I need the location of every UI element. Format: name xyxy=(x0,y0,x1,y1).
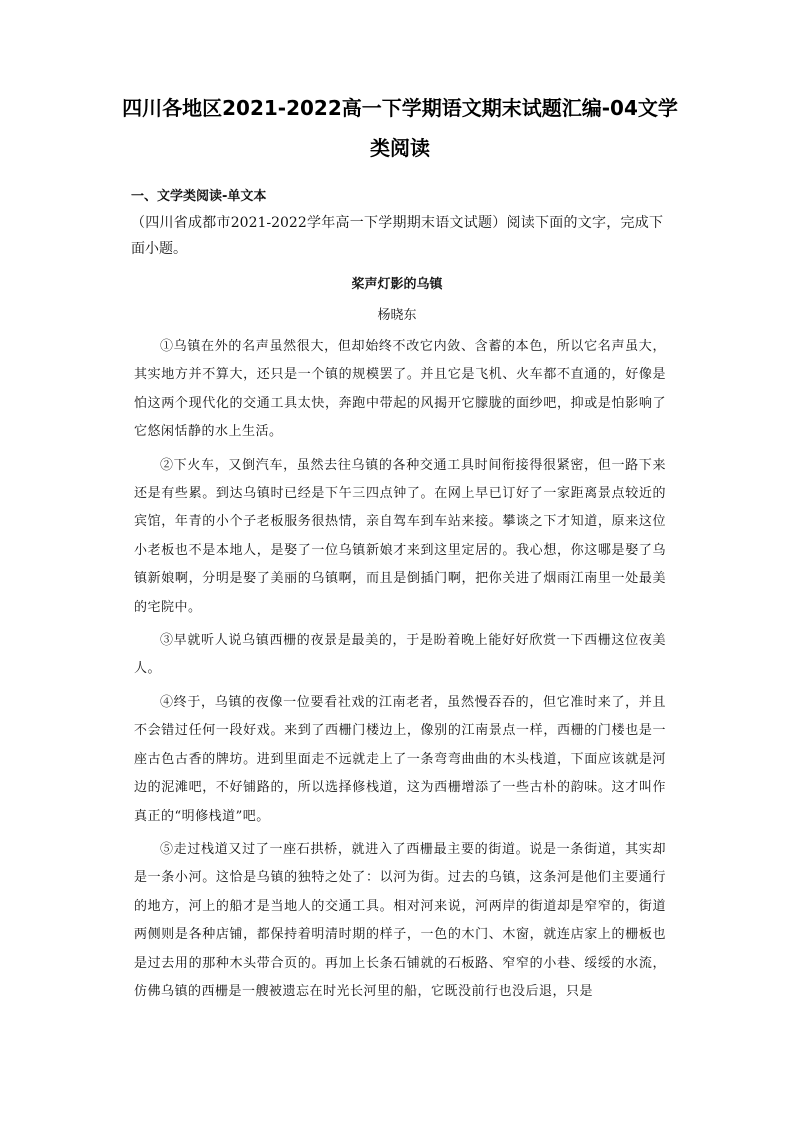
article-title: 桨声灯影的乌镇 xyxy=(351,277,443,292)
article-author: 杨晓东 xyxy=(377,308,417,323)
section-heading: 一、文学类阅读-单文本 xyxy=(131,189,267,204)
reading-instructions: （四川省成都市2021-2022学年高一下学期期末语文试题）阅读下面的文字，完成下面小题。 xyxy=(131,215,663,257)
paragraph-5: ⑤走过栈道又过了一座石拱桥，就进入了西栅最主要的街道。说是一条街道，其实却是一条小河。这恰是乌镇的独特之处了：以河为街。过去的乌镇，这条河是他们主要通行的地方，河上的船才是当地人的交通工具。相对河来说，河两岸的街道却是窄窄的，街道两侧则是各种店铺，都保持着明清时期的样子，一色的木门、木窗，就连店家上的栅板也是过去用的那种木头带合页的。再加上长条石铺就的石板路、窄窄的小巷、绥绥的水流，仿佛乌镇的西栅是一艘被遗忘在时光长河里的船，它既没前行也没后退，只是 xyxy=(134,841,666,999)
paragraph-3: ③早就听人说乌镇西栅的夜景是最美的，于是盼着晚上能好好欣赏一下西栅这位夜美人。 xyxy=(134,633,666,677)
paragraph-4: ④终于，乌镇的夜像一位要看社戏的江南老者，虽然慢吞吞的，但它准时来了，并且不会错过任何一段好戏。来到了西栅门楼边上，像别的江南景点一样，西栅的门楼也是一座古色古香的牌坊。进到里面走不远就走上了一条弯弯曲曲的木头栈道，下面应该就是河边的泥滩吧，不好铺路的，所以选择修栈道，这为西栅增添了一些古朴的韵味。这才叫作真正的“明修栈道”吧。 xyxy=(134,694,666,824)
paragraph-1: ①乌镇在外的名声虽然很大，但却始终不改它内敛、含蓄的本色，所以它名声虽大，其实地方并不算大，还只是一个镇的规模罢了。并且它是飞机、火车都不直通的，好像是怕这两个现代化的交通工具太快，奔跑中带起的风揭开它朦胧的面纱吧，抑或是怕影响了它悠闲恬静的水上生活。 xyxy=(134,339,666,440)
document-title: 四川各地区2021-2022高一下学期语文期末试题汇编-04文学类阅读 xyxy=(122,96,678,160)
article-body xyxy=(134,333,666,1011)
paragraph-2: ②下火车，又倒汽车，虽然去往乌镇的各种交通工具时间衔接得很紧密，但一路下来还是有些累。到达乌镇时已经是下午三四点钟了。在网上早已订好了一家距离景点较近的宾馆，年青的小个子老板服务很热情，亲自驾车到车站来接。攀谈之下才知道，原来这位小老板也不是本地人，是娶了一位乌镇新娘才来到这里定居的。我心想，你这哪是娶了乌镇新娘啊，分明是娶了美丽的乌镇啊，而且是倒插门啊，把你关进了烟雨江南里一处最美的宅院中。 xyxy=(134,457,666,615)
